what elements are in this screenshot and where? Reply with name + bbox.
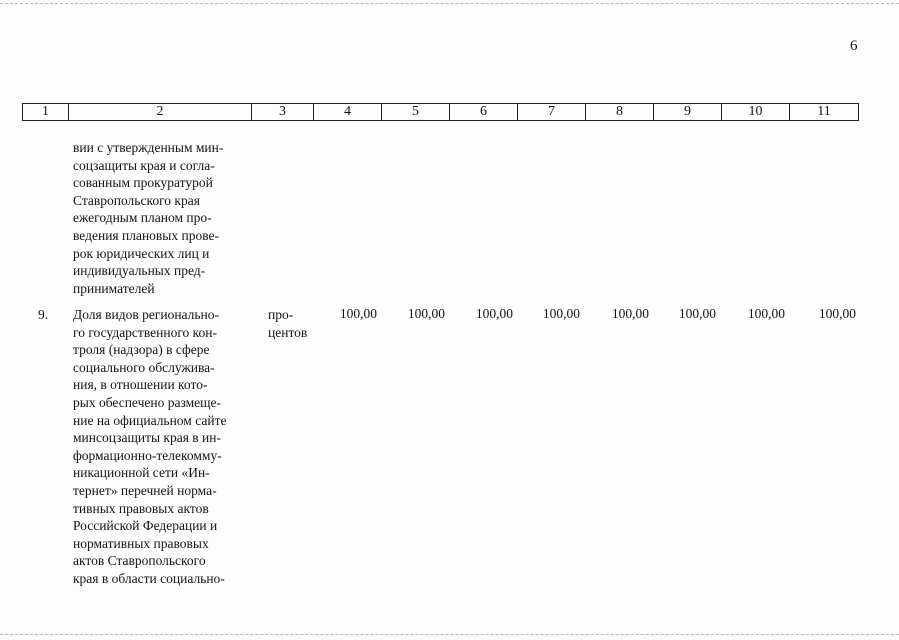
scan-edge-top <box>0 3 899 4</box>
value-col-11: 100,00 <box>818 306 856 321</box>
header-col-11: 11 <box>790 104 859 121</box>
header-col-6: 6 <box>450 104 518 121</box>
text-line: ежегодным планом про- <box>73 210 212 226</box>
unit-line: про- <box>268 307 294 322</box>
header-row <box>23 104 859 121</box>
text-line: ния, в отношении кото- <box>73 377 208 393</box>
text-line: тернет» перечней норма- <box>73 482 217 498</box>
text-line: тивных правовых актов <box>73 500 209 516</box>
text-line: индивидуальных пред- <box>73 263 206 279</box>
text-line: формационно-телекомму- <box>73 447 222 463</box>
text-line: Российской Федерации и <box>73 518 218 534</box>
value-col-6: 100,00 <box>475 306 513 321</box>
text-line: актов Ставропольского <box>73 553 206 569</box>
text-line: соцзащиты края и согла- <box>73 157 215 173</box>
text-line: рых обеспечено размеще- <box>73 394 222 410</box>
continued-row-description <box>73 139 247 297</box>
value-col-5: 100,00 <box>407 306 445 321</box>
row-description <box>73 306 247 588</box>
row-number: 9. <box>38 307 49 322</box>
text-line: социального обслужива- <box>73 359 215 375</box>
text-line: нормативных правовых <box>73 535 209 551</box>
text-line: сованным прокуратурой <box>73 175 213 191</box>
unit-line: центов <box>268 324 308 340</box>
value-col-4: 100,00 <box>339 306 377 321</box>
text-line: минсоцзащиты края в ин- <box>73 430 221 446</box>
value-col-7: 100,00 <box>542 306 580 321</box>
text-line: ведения плановых прове- <box>73 227 220 243</box>
row-unit <box>268 306 307 341</box>
text-line: принимателей <box>73 280 155 296</box>
value-col-9: 100,00 <box>678 306 716 321</box>
value-col-8: 100,00 <box>611 306 649 321</box>
header-col-4: 4 <box>314 104 382 121</box>
text-line: го государственного кон- <box>73 324 217 340</box>
page-number: 6 <box>850 38 858 54</box>
text-line: края в области социально- <box>73 570 225 586</box>
text-line: ние на официальном сайте <box>73 412 227 428</box>
column-number-header <box>22 103 859 121</box>
header-col-8: 8 <box>586 104 654 121</box>
header-col-2: 2 <box>69 104 252 121</box>
text-line: Доля видов регионально- <box>73 307 220 322</box>
text-line: Ставропольского края <box>73 192 200 208</box>
header-col-9: 9 <box>654 104 722 121</box>
text-line: никационной сети «Ин- <box>73 465 210 481</box>
scan-edge-bottom <box>0 634 899 635</box>
header-col-5: 5 <box>382 104 450 121</box>
text-line: троля (надзора) в сфере <box>73 342 210 358</box>
header-col-7: 7 <box>518 104 586 121</box>
header-col-1: 1 <box>23 104 69 121</box>
header-col-10: 10 <box>722 104 790 121</box>
text-line: вии с утвержденным мин- <box>73 140 224 155</box>
value-col-10: 100,00 <box>747 306 785 321</box>
text-line: рок юридических лиц и <box>73 245 210 261</box>
header-col-3: 3 <box>252 104 314 121</box>
